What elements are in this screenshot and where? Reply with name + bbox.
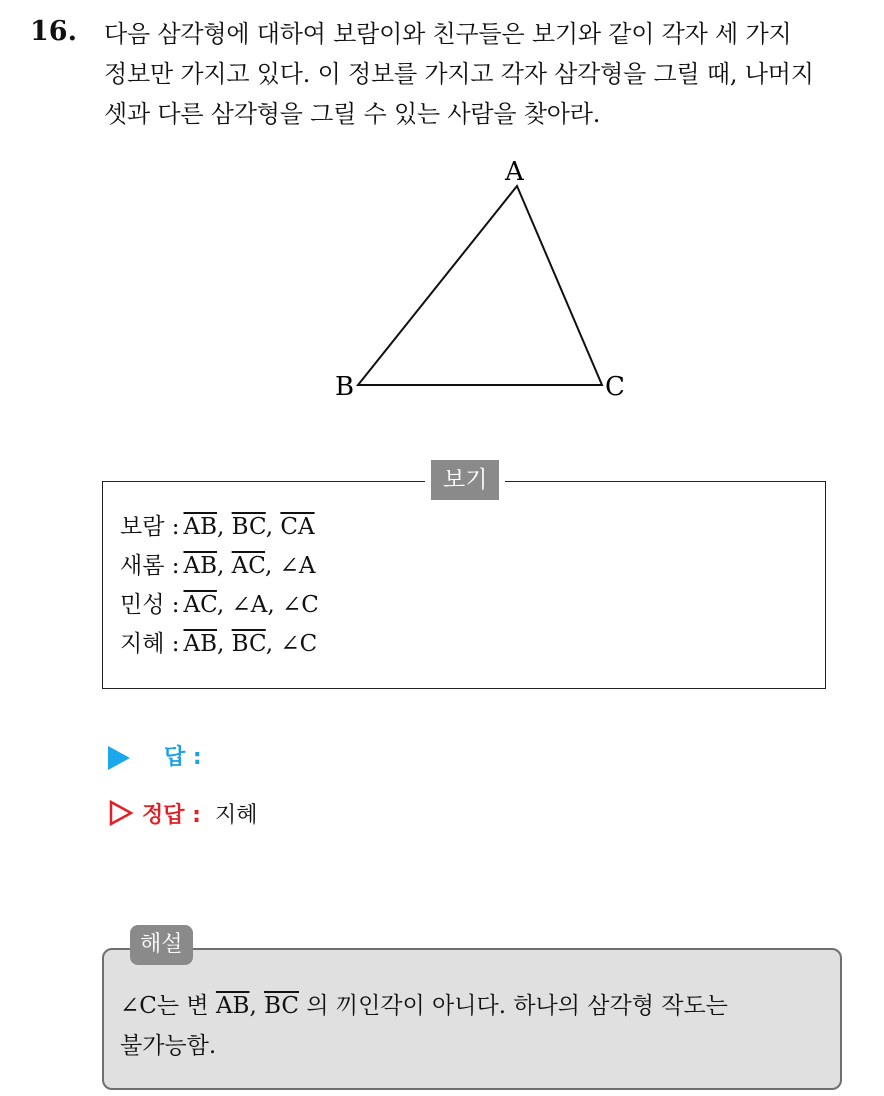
explanation-line xyxy=(120,986,820,1026)
explanation-pre: ∠C는 변 xyxy=(120,993,209,1019)
bogi-row-item: $\overline{CA}$ xyxy=(280,514,315,540)
bogi-row-name: 민성 : xyxy=(120,592,180,618)
play-icon xyxy=(108,746,130,770)
explanation-post: 의 끼인각이 아니다. 하나의 삼각형 작도는 xyxy=(306,993,728,1019)
bogi-title: 보기 xyxy=(431,460,499,500)
bogi-row-item: ∠A xyxy=(279,553,316,579)
question-number: 16. xyxy=(30,16,77,47)
segment-bc: $\overline{BC}$ xyxy=(264,993,300,1019)
segment-ab: $\overline{AB}$ xyxy=(215,993,250,1019)
bogi-rows xyxy=(120,508,319,664)
bogi-row-sep: , xyxy=(217,631,232,657)
bogi-row-name: 보람 : xyxy=(120,514,180,540)
bogi-row xyxy=(120,508,319,547)
bogi-row-sep: , xyxy=(267,592,283,618)
vertex-label-b: B xyxy=(335,372,355,402)
bogi-row xyxy=(120,586,319,625)
vertex-label-c: C xyxy=(605,372,625,402)
bogi-row-sep: , xyxy=(265,631,281,657)
question-line: 셋과 다른 삼각형을 그릴 수 있는 사람을 찾아라. xyxy=(104,100,601,128)
bogi-row-item: $\overline{AB}$ xyxy=(183,631,218,657)
answer-row xyxy=(108,740,202,771)
bogi-row-sep: , xyxy=(217,514,232,540)
bogi-row-item: $\overline{AB}$ xyxy=(183,553,218,579)
bogi-row-item: $\overline{BC}$ xyxy=(231,514,266,540)
bogi-row-item: $\overline{AC}$ xyxy=(231,553,266,579)
correct-answer-value: 지혜 xyxy=(214,803,258,828)
bogi-row-item: ∠A xyxy=(231,592,268,618)
outline-triangle-icon xyxy=(108,800,134,826)
explanation-box xyxy=(102,932,842,1090)
bogi-row-sep: , xyxy=(217,553,232,579)
explanation-line: 불가능함. xyxy=(120,1033,217,1059)
bogi-row xyxy=(120,625,319,664)
question-line: 정보만 가지고 있다. 이 정보를 가지고 각자 삼각형을 그릴 때, 나머지 xyxy=(104,60,814,88)
bogi-row-item: $\overline{BC}$ xyxy=(231,631,266,657)
correct-answer-label: 정답 : xyxy=(142,803,201,828)
bogi-row-name: 새롬 : xyxy=(120,553,180,579)
explanation-text xyxy=(120,986,820,1066)
explanation-title: 해설 xyxy=(130,925,193,965)
bogi-row-name: 지혜 : xyxy=(120,631,180,657)
vertex-label-a: A xyxy=(505,157,524,187)
bogi-row xyxy=(120,547,319,586)
bogi-row-sep: , xyxy=(265,514,281,540)
explanation-comma: , xyxy=(249,993,257,1019)
bogi-row-item: $\overline{AB}$ xyxy=(183,514,218,540)
question-line: 다음 삼각형에 대하여 보람이와 친구들은 보기와 같이 각자 세 가지 xyxy=(104,20,792,48)
bogi-row-item: ∠C xyxy=(280,631,318,657)
bogi-row-item: $\overline{AC}$ xyxy=(183,592,217,618)
bogi-box xyxy=(102,467,826,689)
bogi-row-sep: , xyxy=(216,592,232,618)
answer-label: 답 : xyxy=(164,745,202,770)
correct-answer-row xyxy=(108,798,257,829)
bogi-row-item: ∠C xyxy=(282,592,319,618)
bogi-row-sep: , xyxy=(265,553,280,579)
triangle-abc xyxy=(358,186,602,385)
triangle-figure xyxy=(0,0,884,440)
